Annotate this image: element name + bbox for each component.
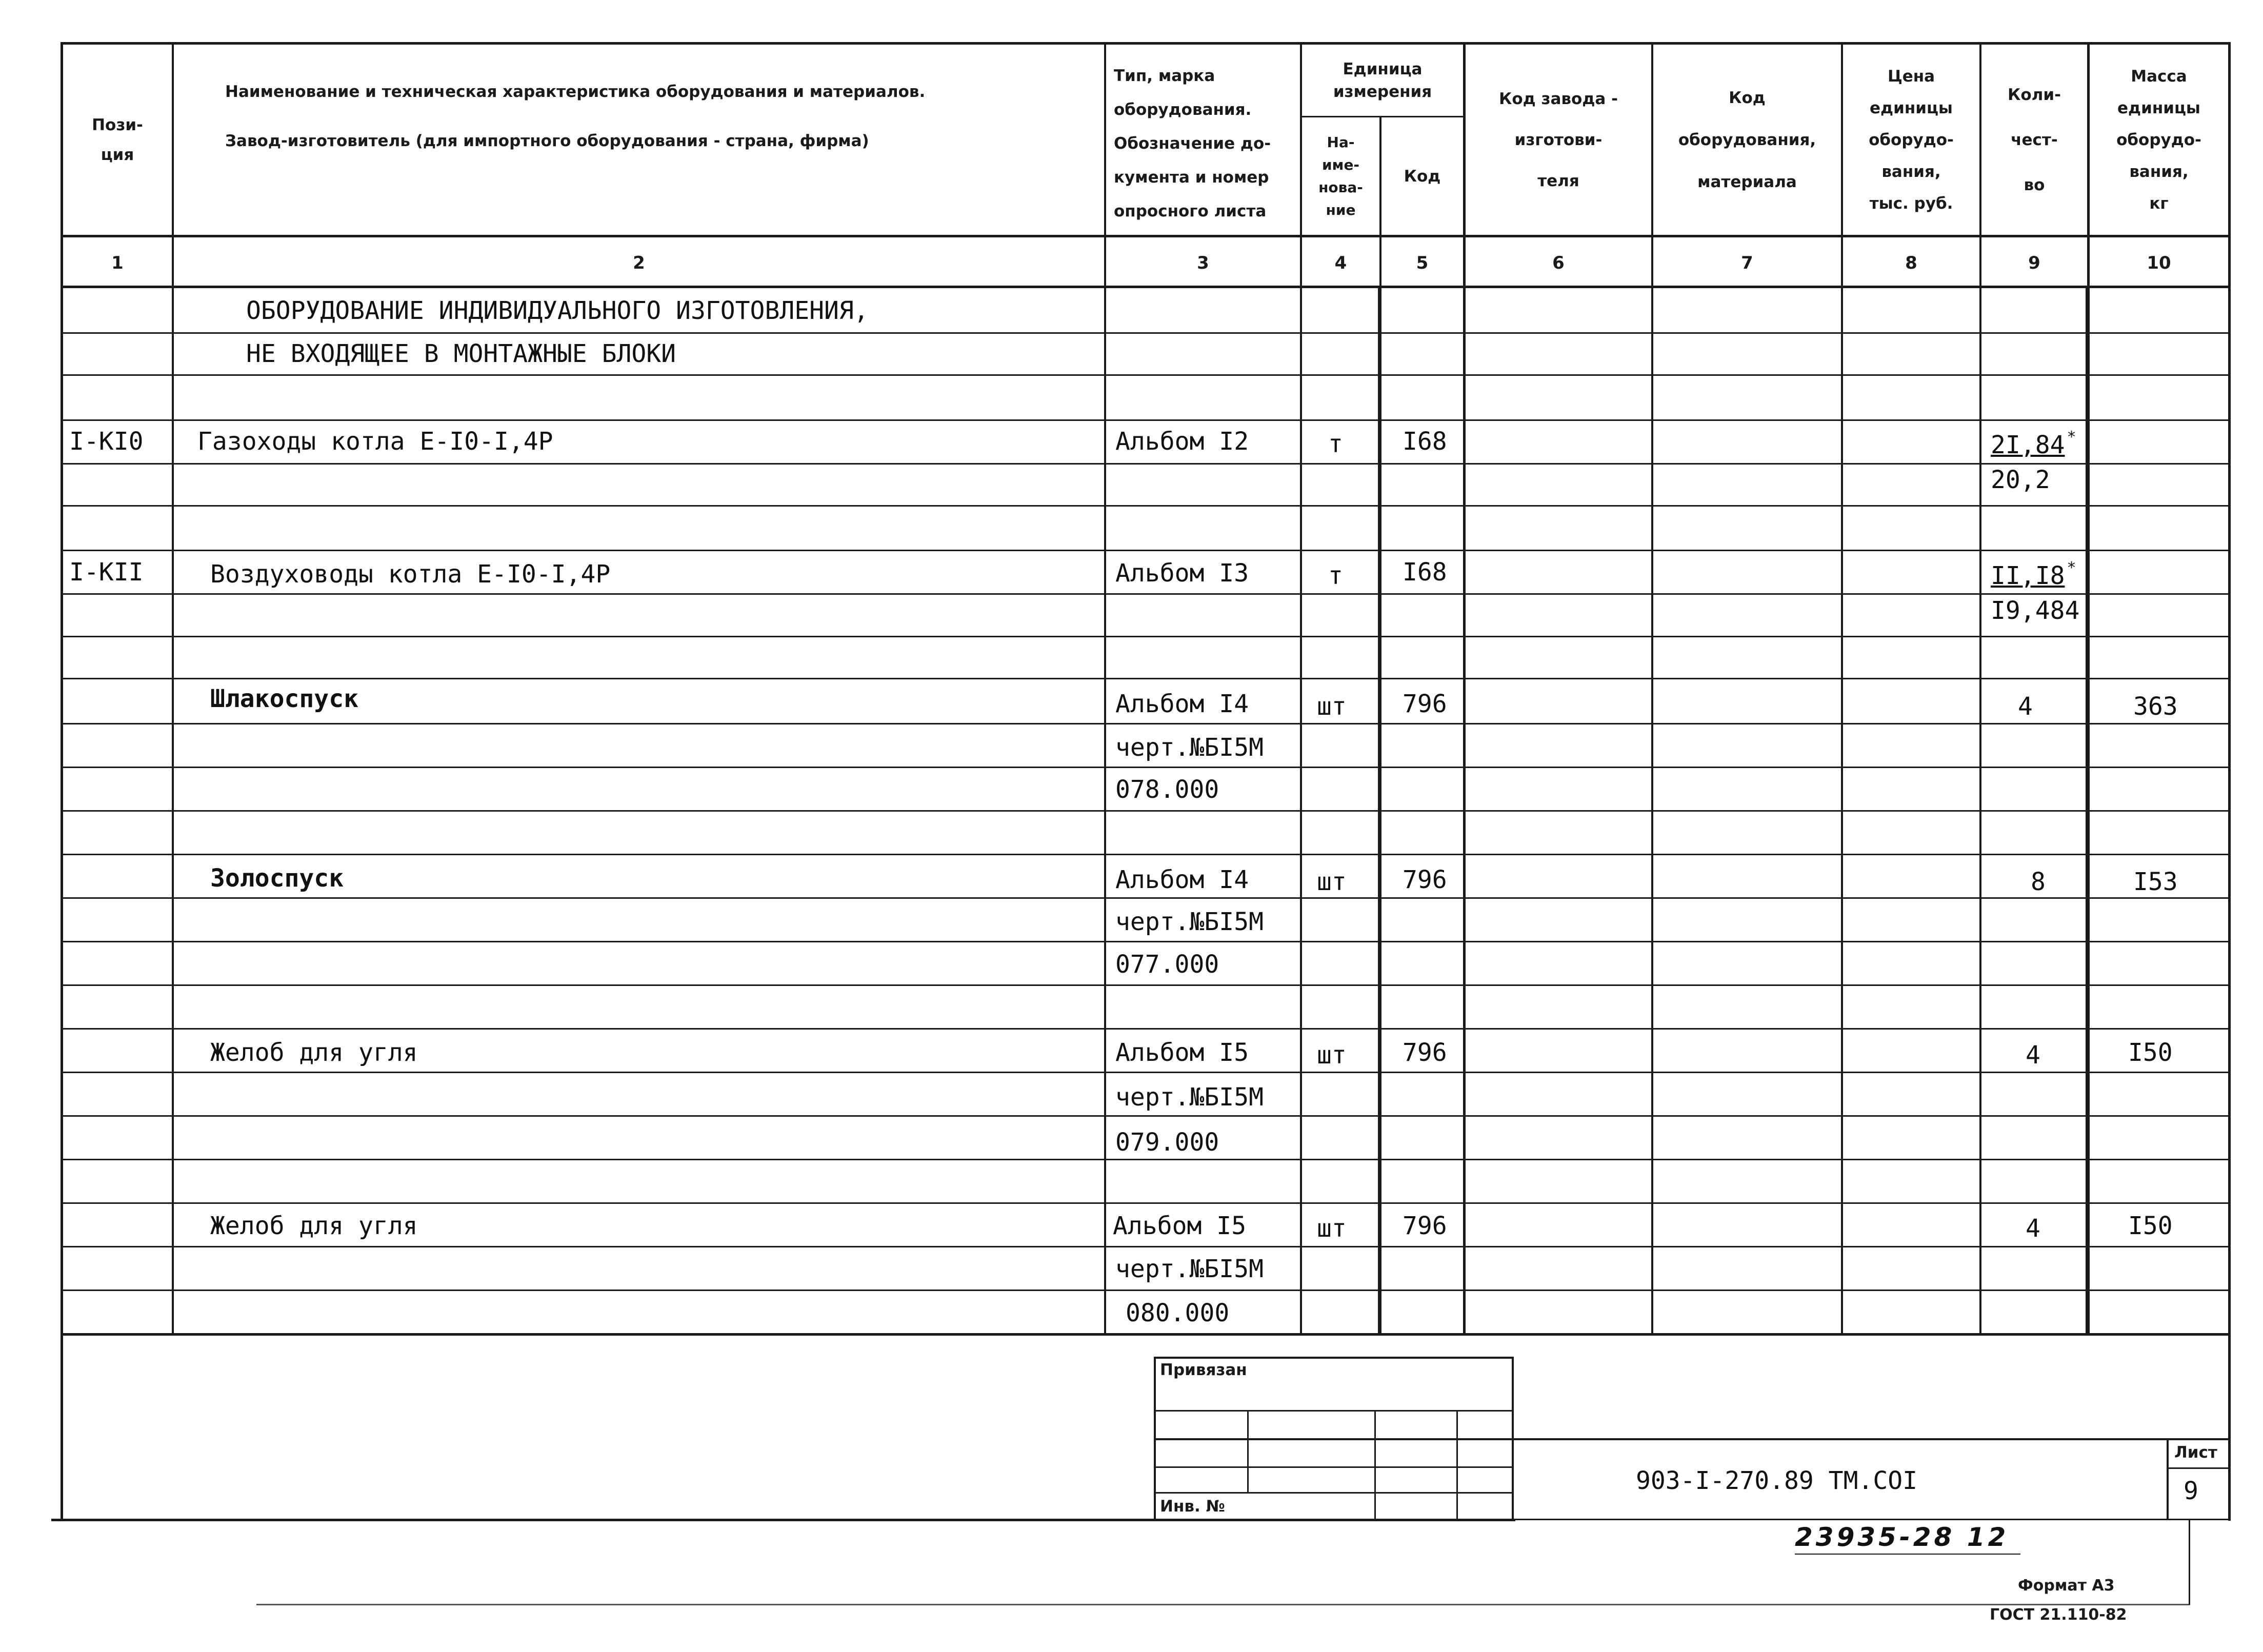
header-type: Тип, марка оборудования. Обозначение до- кумента и номер опросного листа <box>1114 67 1271 220</box>
item-document: 079.000 <box>1115 1128 1219 1157</box>
header-unit-name: На- име- нова- ние <box>1318 133 1363 218</box>
row-line <box>61 723 2231 724</box>
row-line <box>61 1159 2231 1160</box>
column-number: 8 <box>1905 253 1917 273</box>
stamp-line <box>1154 1410 1513 1412</box>
item-name: Золоспуск <box>210 864 344 893</box>
item-document: черт.№БI5М <box>1115 1255 1264 1283</box>
item-unit-code: 796 <box>1403 1038 1447 1067</box>
table-bottom-line <box>61 1333 2231 1336</box>
row-line <box>61 593 2231 595</box>
stamp-line <box>1154 1492 1513 1494</box>
row-line <box>61 897 2231 899</box>
numbers-bottom-line <box>61 286 2231 288</box>
item-document: черт.№БI5М <box>1115 733 1264 762</box>
column-number: 2 <box>633 253 645 273</box>
item-unit: шт <box>1317 1041 1347 1070</box>
frame-right-tail <box>2189 1520 2190 1605</box>
header-price: Цена единицы оборудо- вания, тыс. руб. <box>1869 67 1954 213</box>
row-line <box>61 636 2231 637</box>
column-number: 7 <box>1741 253 1753 273</box>
item-document: Альбом I5 <box>1113 1212 1247 1240</box>
col-divider-8 <box>1979 42 1981 1334</box>
column-number: 10 <box>2147 253 2171 273</box>
row-line <box>61 332 2231 334</box>
header-position: Пози- ция <box>92 115 143 164</box>
item-quantity: II,I8 * <box>1991 559 2076 590</box>
row-line <box>61 1202 2231 1204</box>
row-line <box>61 1290 2231 1291</box>
format-line <box>256 1604 2190 1605</box>
sheet-box-line <box>2167 1467 2231 1469</box>
sheet-box-line <box>2167 1438 2169 1520</box>
header-mass: Масса единицы оборудо- вания, кг <box>2116 67 2201 213</box>
item-document: 080.000 <box>1126 1299 1230 1327</box>
item-quantity: 4 <box>2018 692 2033 721</box>
stamp-line <box>1374 1410 1376 1520</box>
col-divider-6 <box>1651 42 1653 1334</box>
row-line <box>61 1246 2231 1247</box>
border-right <box>2228 42 2231 1521</box>
sheet-number: 9 <box>2184 1477 2198 1505</box>
item-unit: шт <box>1317 868 1347 896</box>
document-code: 903-I-270.89 ТМ.СОI <box>1636 1466 1918 1495</box>
row-line <box>61 767 2231 768</box>
stamp-line <box>1512 1357 1514 1521</box>
col-divider-1 <box>172 42 174 1334</box>
item-name: Воздуховоды котла Е-I0-I,4Р <box>210 560 611 589</box>
stamp-line <box>1456 1410 1458 1520</box>
stamp-line <box>1247 1410 1249 1493</box>
column-number: 1 <box>111 253 124 273</box>
item-document: 077.000 <box>1115 950 1219 979</box>
col-divider-7 <box>1841 42 1843 1334</box>
item-document: Альбом I2 <box>1115 427 1249 456</box>
row-line <box>61 854 2231 855</box>
item-quantity: 4 <box>2026 1214 2040 1243</box>
row-line <box>61 1115 2231 1117</box>
row-line <box>61 1072 2231 1073</box>
linked-label: Привязан <box>1160 1361 1247 1379</box>
item-name: Газоходы котла Е-I0-I,4Р <box>197 427 553 456</box>
item-name: Шлакоспуск <box>210 684 358 713</box>
item-unit-code: I68 <box>1403 558 1447 587</box>
format-label: Формат А3 <box>2018 1577 2115 1595</box>
item-quantity-alt: I9,484 <box>1991 596 2080 625</box>
row-line <box>61 678 2231 679</box>
inventory-label: Инв. № <box>1160 1497 1225 1516</box>
item-quantity-alt: 20,2 <box>1991 466 2050 494</box>
col-divider-3 <box>1300 42 1302 1334</box>
frame-bottom-line <box>51 1519 1515 1521</box>
item-mass: I53 <box>2133 868 2178 896</box>
column-number: 6 <box>1552 253 1565 273</box>
row-line <box>61 374 2231 376</box>
item-document: Альбом I4 <box>1115 865 1249 894</box>
frame-bottom-right <box>1513 1519 2231 1520</box>
col-divider-5 <box>1463 42 1466 1334</box>
sheet-label: Лист <box>2174 1443 2217 1462</box>
item-unit: шт <box>1317 1214 1347 1243</box>
item-quantity: 4 <box>2026 1041 2040 1070</box>
header-name: Наименование и техническая характеристика оборудования и материалов. Завод-изготовитель (для импортного оборудования - страна, фирма) <box>225 83 926 150</box>
item-document: Альбом I4 <box>1115 690 1249 718</box>
stamp-line <box>1154 1357 1156 1521</box>
archive-number: 23935-28 12 <box>1795 1522 2009 1552</box>
row-line <box>61 1028 2231 1030</box>
item-position: I-КI0 <box>69 427 144 456</box>
item-mass: I50 <box>2128 1212 2173 1240</box>
header-unit-code: Код <box>1404 167 1441 186</box>
row-line <box>61 984 2231 986</box>
col-divider-2 <box>1104 42 1106 1334</box>
header-equipment-code: Код оборудования, материала <box>1678 88 1816 191</box>
stamp-line <box>1154 1466 1513 1468</box>
section-title: НЕ ВХОДЯЩЕЕ В МОНТАЖНЫЕ БЛОКИ <box>246 339 676 368</box>
gost-label: ГОСТ 21.110-82 <box>1990 1606 2127 1624</box>
item-mass: I50 <box>2128 1038 2173 1067</box>
item-unit-code: 796 <box>1403 865 1447 894</box>
item-document: Альбом I3 <box>1115 559 1249 588</box>
item-position: I-КII <box>69 558 144 587</box>
archive-underline <box>1795 1554 2020 1555</box>
item-unit: т <box>1328 561 1343 590</box>
item-quantity: 8 <box>2031 868 2046 896</box>
header-quantity: Коли- чест- во <box>2008 85 2061 194</box>
item-unit: шт <box>1317 692 1347 721</box>
item-unit-code: 796 <box>1403 690 1447 718</box>
item-document: черт.№БI5М <box>1115 1083 1264 1112</box>
row-line <box>61 550 2231 551</box>
item-quantity: 2I,84 * <box>1991 428 2076 459</box>
row-line <box>61 810 2231 812</box>
item-document: 078.000 <box>1115 775 1219 804</box>
item-name: Желоб для угля <box>210 1038 418 1067</box>
item-unit: т <box>1328 430 1343 458</box>
column-number: 5 <box>1416 253 1429 273</box>
row-line <box>61 505 2231 507</box>
row-line <box>61 419 2231 421</box>
item-unit-code: I68 <box>1403 427 1447 456</box>
item-unit-code: 796 <box>1403 1212 1447 1240</box>
stamp-line <box>1154 1438 2231 1440</box>
row-line <box>61 463 2231 465</box>
column-number: 3 <box>1197 253 1209 273</box>
row-line <box>61 941 2231 942</box>
section-title: ОБОРУДОВАНИЕ ИНДИВИДУАЛЬНОГО ИЗГОТОВЛЕНИЯ, <box>246 296 869 325</box>
item-name: Желоб для угля <box>210 1212 418 1240</box>
stamp-line <box>1154 1357 1513 1359</box>
item-mass: 363 <box>2133 692 2178 721</box>
column-number: 9 <box>2028 253 2040 273</box>
column-number: 4 <box>1334 253 1347 273</box>
item-document: Альбом I5 <box>1115 1038 1249 1067</box>
item-document: черт.№БI5М <box>1115 908 1264 936</box>
header-unit-group: Единица измерения <box>1333 59 1432 101</box>
header-factory-code: Код завода - изготови- теля <box>1499 89 1618 190</box>
